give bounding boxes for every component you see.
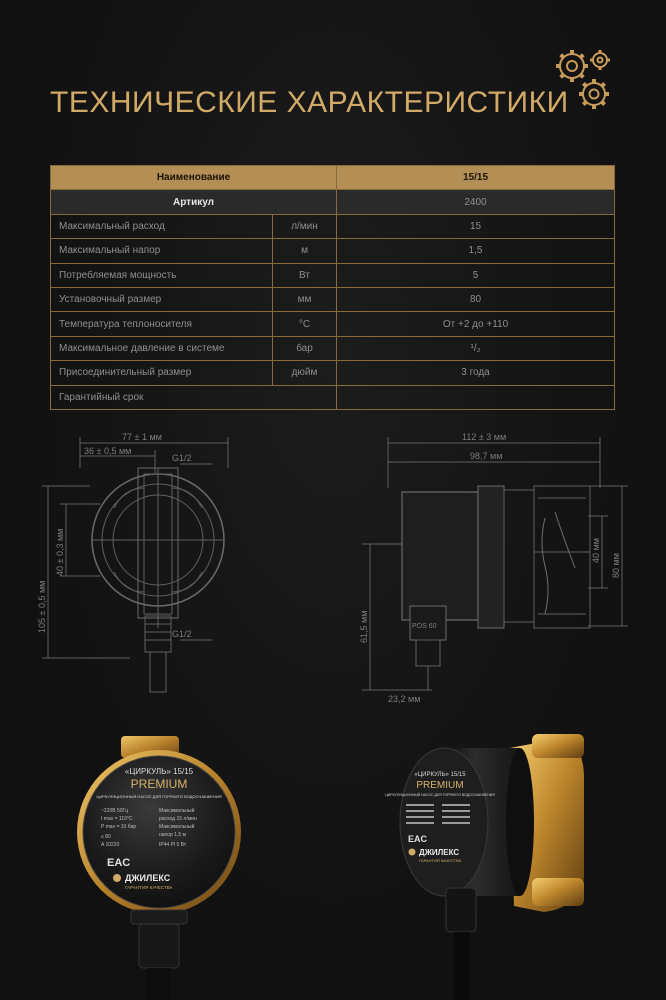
- param-value-empty: [337, 385, 615, 409]
- side-logo-sub: ГАРАНТИЯ КАЧЕСТВА: [419, 858, 462, 863]
- spec-table: [50, 165, 615, 410]
- side-brand-line: «ЦИРКУЛЬ» 15/15: [414, 772, 466, 778]
- table-row: [51, 312, 615, 336]
- dim-front-height: 105 ± 0,5 мм: [37, 580, 47, 633]
- param-name: Температура теплоносителя: [51, 312, 273, 336]
- dim-side-body: 98,7 мм: [470, 451, 503, 461]
- front-brand-line: «ЦИРКУЛЬ» 15/15: [124, 767, 194, 776]
- param-unit: л/мин: [273, 214, 337, 238]
- front-spec-left: t max = 110°C: [101, 816, 133, 822]
- header-name: Наименование: [51, 166, 337, 190]
- param-unit: мм: [273, 287, 337, 311]
- table-row: [51, 361, 615, 385]
- table-row: [51, 336, 615, 360]
- page-title: ТЕХНИЧЕСКИЕ ХАРАКТЕРИСТИКИ: [50, 86, 569, 119]
- thread-bottom-label: G1/2: [172, 629, 192, 639]
- dim-side-height: 61,5 мм: [359, 610, 369, 643]
- front-spec-right: расход 15 л/мин: [159, 816, 197, 822]
- dim-side-80: 80 мм: [611, 553, 621, 578]
- param-name: Присоединительный размер: [51, 361, 273, 385]
- front-spec-left: P max = 10 бар: [101, 824, 137, 830]
- param-value: От +2 до +110: [337, 312, 615, 336]
- product-photo-front: [55, 728, 265, 1000]
- table-row: [51, 287, 615, 311]
- side-cert-mark: EAC: [408, 834, 428, 844]
- side-logo-text: ДЖИЛЕКС: [419, 848, 460, 857]
- article-row: [51, 190, 615, 214]
- spec-header-row: [51, 166, 615, 190]
- dim-front-width: 77 ± 1 мм: [122, 432, 162, 442]
- dim-side-40: 40 мм: [591, 538, 601, 563]
- dim-front-inner-height: 40 ± 0,3 мм: [55, 528, 65, 576]
- param-name: Максимальный расход: [51, 214, 273, 238]
- article-value: 2400: [337, 190, 615, 214]
- side-sticker-label: POS 60: [412, 623, 437, 630]
- param-unit: °С: [273, 312, 337, 336]
- product-photo-side: [382, 728, 612, 1000]
- front-drawing: [30, 428, 260, 708]
- table-row: [51, 239, 615, 263]
- front-series: PREMIUM: [130, 777, 188, 791]
- front-logo-sub: ГАРАНТИЯ КАЧЕСТВА: [125, 885, 173, 890]
- param-unit: бар: [273, 336, 337, 360]
- header-model: 15/15: [337, 166, 615, 190]
- front-spec-right: Максимальный: [159, 824, 195, 830]
- table-row: [51, 385, 615, 409]
- front-cert-mark: EAC: [107, 857, 131, 869]
- param-value: ¹/₂: [337, 336, 615, 360]
- front-spec-left: ≤ 80: [101, 834, 111, 840]
- param-value: 5: [337, 263, 615, 287]
- side-description: ЦИРКУЛЯЦИОННЫЙ НАСОС ДЛЯ ГОРЯЧЕГО ВОДОСНАБЖЕНИЯ: [385, 793, 495, 797]
- gears-icon: [548, 38, 620, 118]
- param-unit: м: [273, 239, 337, 263]
- param-name: Потребляемая мощность: [51, 263, 273, 287]
- article-label: Артикул: [51, 190, 337, 214]
- table-row: [51, 263, 615, 287]
- param-value: 15: [337, 214, 615, 238]
- dim-side-cable: 23,2 мм: [388, 694, 421, 704]
- front-spec-right: IP44 Pl 5 Вт: [159, 842, 187, 848]
- front-logo-text: ДЖИЛЕКС: [125, 873, 171, 883]
- param-name: Установочный размер: [51, 287, 273, 311]
- dim-front-offset: 36 ± 0,5 мм: [84, 446, 132, 456]
- param-name: Гарантийный срок: [51, 385, 337, 409]
- param-name: Максимальное давление в системе: [51, 336, 273, 360]
- param-unit: Вт: [273, 263, 337, 287]
- dim-side-length: 112 ± 3 мм: [462, 432, 507, 442]
- front-spec-left: ~220В 50Гц: [101, 808, 129, 814]
- side-series: PREMIUM: [416, 780, 464, 791]
- front-spec-right: Максимальный: [159, 808, 195, 814]
- thread-top-label: G1/2: [172, 453, 192, 463]
- param-value: 3 года: [337, 361, 615, 385]
- front-spec-right: напор 1,5 м: [159, 832, 186, 838]
- side-drawing: [350, 428, 640, 708]
- param-unit: дюйм: [273, 361, 337, 385]
- front-description: ЦИРКУЛЯЦИОННЫЙ НАСОС ДЛЯ ГОРЯЧЕГО ВОДОСНАБЖЕНИЯ: [96, 794, 222, 799]
- param-value: 1,5: [337, 239, 615, 263]
- param-value: 80: [337, 287, 615, 311]
- table-row: [51, 214, 615, 238]
- param-name: Максимальный напор: [51, 239, 273, 263]
- front-spec-left: A 10220: [101, 842, 120, 848]
